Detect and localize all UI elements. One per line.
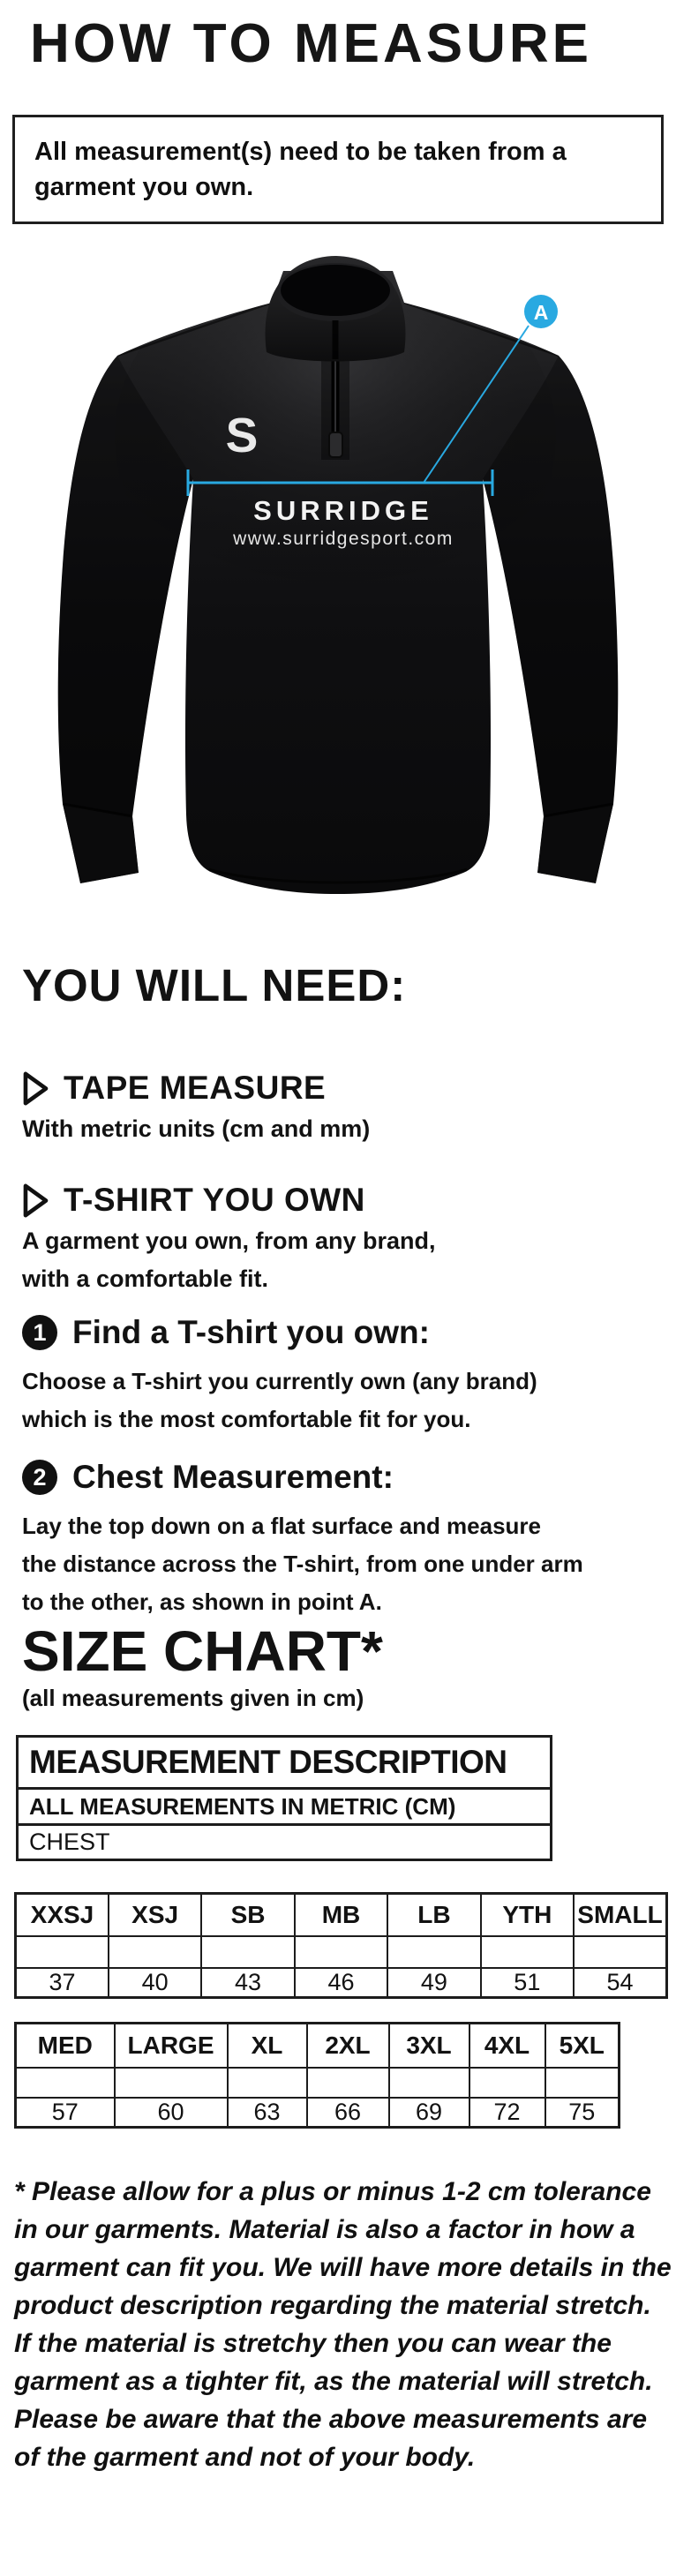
empty-cell bbox=[389, 2068, 469, 2098]
size-value-cell: 57 bbox=[16, 2098, 115, 2128]
size-value-cell: 46 bbox=[295, 1968, 387, 1998]
you-will-need-heading: YOU WILL NEED: bbox=[22, 960, 407, 1010]
step-number-badge: 1 bbox=[22, 1315, 57, 1350]
size-value-cell: 49 bbox=[387, 1968, 480, 1998]
size-label-cell: SB bbox=[201, 1894, 294, 1936]
step-description bbox=[22, 1363, 537, 1438]
size-label-cell: YTH bbox=[481, 1894, 574, 1936]
size-value-cell: 69 bbox=[389, 2098, 469, 2128]
empty-cell bbox=[16, 2068, 115, 2098]
step-title: Chest Measurement: bbox=[72, 1459, 394, 1495]
page-title: HOW TO MEASURE bbox=[30, 13, 592, 74]
size-value-cell: 63 bbox=[228, 2098, 307, 2128]
step-2 bbox=[22, 1459, 583, 1621]
point-a-label: A bbox=[533, 301, 549, 324]
measurement-units-cell: ALL MEASUREMENTS IN METRIC (CM) bbox=[18, 1789, 552, 1825]
size-value-row bbox=[16, 1968, 667, 1998]
size-value-row bbox=[16, 2098, 620, 2128]
empty-cell bbox=[115, 2068, 228, 2098]
size-value-cell: 40 bbox=[109, 1968, 201, 1998]
size-label-cell: MB bbox=[295, 1894, 387, 1936]
step-description-line: Choose a T-shirt you currently own (any brand) bbox=[22, 1368, 537, 1394]
size-label-cell: XL bbox=[228, 2024, 307, 2068]
empty-cell bbox=[307, 2068, 389, 2098]
size-header-row bbox=[16, 1894, 667, 1936]
need-item-description bbox=[22, 1222, 436, 1298]
need-item-description bbox=[22, 1110, 370, 1148]
empty-cell bbox=[481, 1936, 574, 1968]
step-description-line: the distance across the T-shirt, from one under arm bbox=[22, 1551, 583, 1577]
size-empty-row bbox=[16, 1936, 667, 1968]
measurement-description-table bbox=[16, 1735, 552, 1861]
size-value-cell: 51 bbox=[481, 1968, 574, 1998]
step-title: Find a T-shirt you own: bbox=[72, 1314, 430, 1350]
need-item-title: T-SHIRT YOU OWN bbox=[64, 1182, 365, 1218]
size-label-cell: LARGE bbox=[115, 2024, 228, 2068]
empty-cell bbox=[201, 1936, 294, 1968]
measurement-description-title: MEASUREMENT DESCRIPTION bbox=[18, 1737, 552, 1789]
empty-cell bbox=[469, 2068, 545, 2098]
size-label-cell: 5XL bbox=[545, 2024, 620, 2068]
triangle-bullet-icon bbox=[22, 1070, 49, 1107]
zipper-pull bbox=[329, 432, 342, 457]
step-number-badge: 2 bbox=[22, 1460, 57, 1495]
need-description-line: A garment you own, from any brand, bbox=[22, 1228, 436, 1254]
size-table-junior-small bbox=[14, 1892, 668, 1999]
size-chart-subheading: (all measurements given in cm) bbox=[22, 1685, 364, 1711]
need-description-line: with a comfortable fit. bbox=[22, 1265, 269, 1292]
size-label-cell: XXSJ bbox=[16, 1894, 109, 1936]
brand-website: www.surridgesport.com bbox=[233, 529, 454, 549]
step-description bbox=[22, 1507, 583, 1621]
size-empty-row bbox=[16, 2068, 620, 2098]
tolerance-footnote: * Please allow for a plus or minus 1-2 cm tolerance in our garments. Material is also a factor in how a garment can fit you. We will have more details in the product description regarding the material stretch. If the material is stretchy then you can wear the garment as a tighter fit, as the material will stretch. Please be aware that the above measurements are of the garment and not of your body. bbox=[14, 2177, 672, 2472]
size-value-cell: 37 bbox=[16, 1968, 109, 1998]
empty-cell bbox=[574, 1936, 666, 1968]
size-chart-heading: SIZE CHART* bbox=[22, 1619, 383, 1683]
size-value-cell: 75 bbox=[545, 2098, 620, 2128]
surridge-logo: S bbox=[225, 408, 259, 462]
need-item-tshirt bbox=[22, 1182, 436, 1298]
size-table-adult bbox=[14, 2022, 620, 2129]
empty-cell bbox=[295, 1936, 387, 1968]
need-item-tape-measure bbox=[22, 1070, 370, 1148]
size-label-cell: SMALL bbox=[574, 1894, 666, 1936]
empty-cell bbox=[545, 2068, 620, 2098]
garment-figure bbox=[29, 252, 647, 900]
point-a-marker bbox=[524, 295, 558, 328]
size-label-cell: LB bbox=[387, 1894, 480, 1936]
size-label-cell: XSJ bbox=[109, 1894, 201, 1936]
empty-cell bbox=[16, 1936, 109, 1968]
size-label-cell: MED bbox=[16, 2024, 115, 2068]
size-label-cell: 3XL bbox=[389, 2024, 469, 2068]
step-description-line: to the other, as shown in point A. bbox=[22, 1588, 382, 1615]
notice-box: All measurement(s) need to be taken from a garment you own. bbox=[12, 115, 664, 224]
triangle-bullet-icon bbox=[22, 1183, 49, 1219]
brand-name: SURRIDGE bbox=[253, 495, 433, 526]
need-description-line: With metric units (cm and mm) bbox=[22, 1115, 371, 1142]
size-label-cell: 2XL bbox=[307, 2024, 389, 2068]
collar-opening bbox=[281, 265, 390, 316]
size-value-cell: 72 bbox=[469, 2098, 545, 2128]
step-1 bbox=[22, 1314, 537, 1438]
need-item-title: TAPE MEASURE bbox=[64, 1070, 327, 1106]
empty-cell bbox=[109, 1936, 201, 1968]
empty-cell bbox=[387, 1936, 480, 1968]
size-value-cell: 54 bbox=[574, 1968, 666, 1998]
size-value-cell: 60 bbox=[115, 2098, 228, 2128]
step-description-line: which is the most comfortable fit for you. bbox=[22, 1406, 471, 1432]
size-label-cell: 4XL bbox=[469, 2024, 545, 2068]
size-header-row bbox=[16, 2024, 620, 2068]
measurement-metric-cell: CHEST bbox=[18, 1825, 552, 1860]
step-description-line: Lay the top down on a flat surface and measure bbox=[22, 1513, 542, 1539]
garment-illustration bbox=[29, 252, 647, 900]
empty-cell bbox=[228, 2068, 307, 2098]
size-value-cell: 43 bbox=[201, 1968, 294, 1998]
size-value-cell: 66 bbox=[307, 2098, 389, 2128]
